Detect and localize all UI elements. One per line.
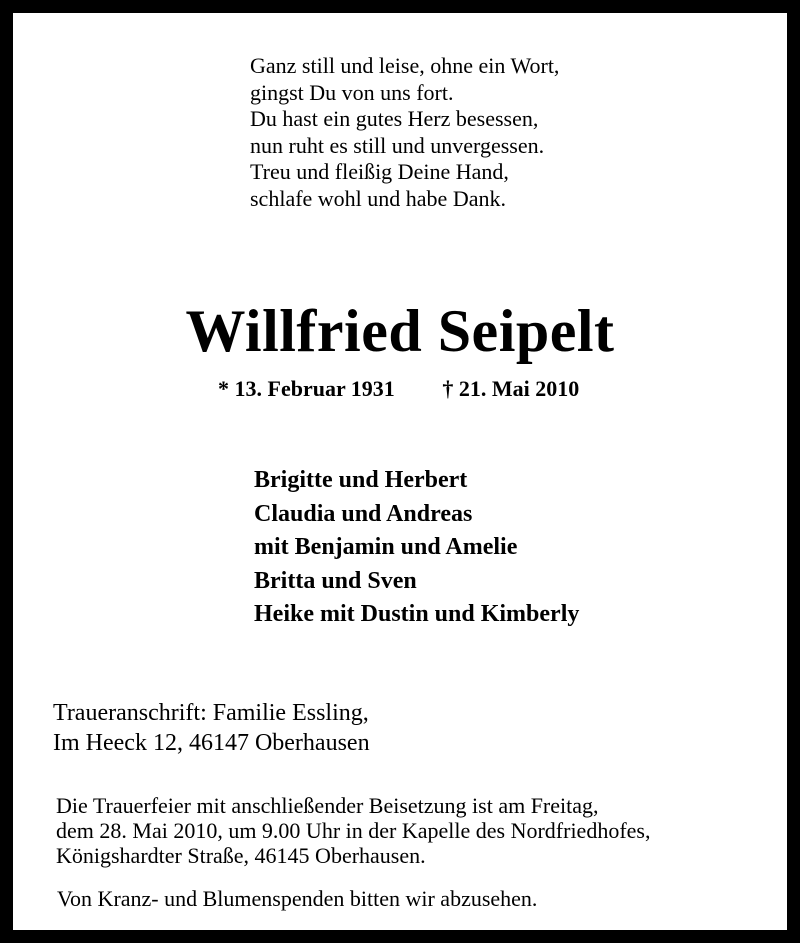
funeral-details bbox=[56, 793, 650, 868]
obituary-notice bbox=[13, 13, 787, 930]
death-date: † 21. Mai 2010 bbox=[442, 376, 580, 401]
flowers-note: Von Kranz- und Blumenspenden bitten wir abzusehen. bbox=[57, 886, 538, 911]
poem-line: Treu und fleißig Deine Hand, bbox=[250, 159, 509, 184]
address-line: Im Heeck 12, 46147 Oberhausen bbox=[53, 730, 370, 756]
poem bbox=[250, 53, 559, 212]
deceased-name: Willfried Seipelt bbox=[185, 298, 615, 364]
funeral-line: dem 28. Mai 2010, um 9.00 Uhr in der Kapelle des Nordfriedhofes, bbox=[56, 818, 651, 843]
mourner-line: Britta und Sven bbox=[254, 567, 417, 594]
mourner-line: Claudia und Andreas bbox=[254, 500, 473, 527]
poem-line: nun ruht es still und unvergessen. bbox=[250, 132, 545, 158]
poem-line: gingst Du von uns fort. bbox=[250, 79, 454, 105]
mourning-address bbox=[53, 698, 370, 758]
mourners-list bbox=[254, 464, 579, 632]
poem-line: schlafe wohl und habe Dank. bbox=[250, 185, 506, 211]
poem-line: Du hast ein gutes Herz besessen, bbox=[250, 106, 539, 131]
address-line: Traueranschrift: Familie Essling, bbox=[53, 700, 369, 726]
mourner-line: Brigitte und Herbert bbox=[254, 467, 468, 493]
funeral-line: Die Trauerfeier mit anschließender Beisetzung ist am Freitag, bbox=[56, 793, 599, 818]
mourner-line: Heike mit Dustin und Kimberly bbox=[254, 601, 580, 627]
funeral-line: Königshardter Straße, 46145 Oberhausen. bbox=[56, 843, 426, 868]
life-dates bbox=[218, 376, 579, 402]
mourner-line: mit Benjamin und Amelie bbox=[254, 534, 518, 560]
poem-line: Ganz still und leise, ohne ein Wort, bbox=[250, 53, 560, 78]
birth-date: * 13. Februar 1931 bbox=[218, 376, 395, 401]
